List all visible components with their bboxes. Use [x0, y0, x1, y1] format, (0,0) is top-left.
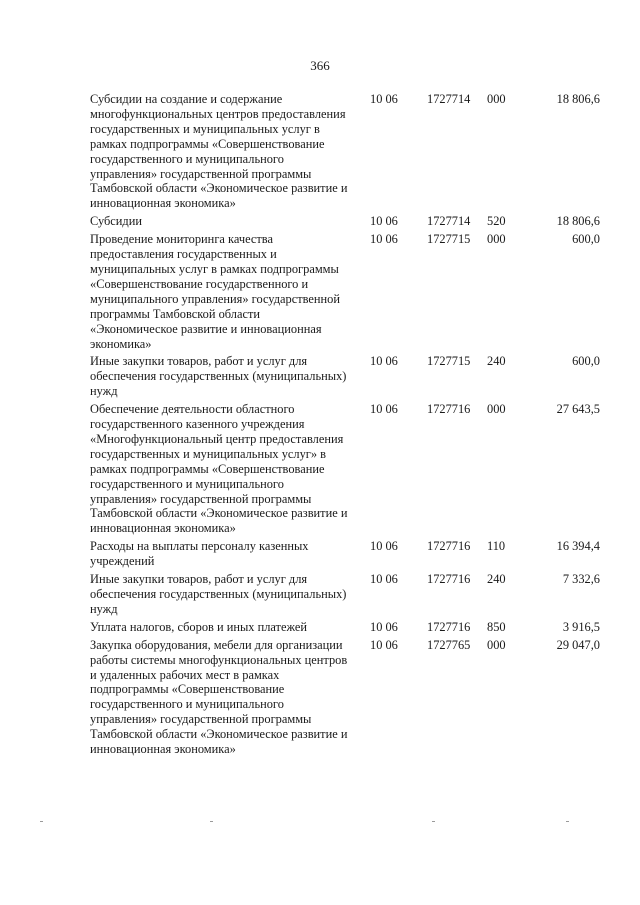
row-target-code: 1727715 — [427, 354, 471, 369]
row-section: 10 06 — [370, 637, 398, 652]
row-expense-type: 520 — [487, 214, 506, 229]
row-name: Расходы на выплаты персоналу казенных учреждений — [90, 539, 309, 569]
table-row — [90, 620, 600, 635]
row-section: 10 06 — [370, 354, 398, 369]
row-name: Уплата налогов, сборов и иных платежей — [90, 619, 308, 634]
scan-artifact — [210, 821, 213, 822]
row-target-code: 1727714 — [427, 92, 471, 106]
row-name: Проведение мониторинга качества предоставления государственных и муниципальных услуг в рамках подпрограммы «Совершенствование государственного и муниципального управления» государственной программы Тамбовской области «Экономическое развитие и инновационная экономика» — [90, 232, 340, 351]
table-row — [90, 92, 600, 211]
row-amount: 18 806,6 — [556, 214, 600, 229]
row-amount: 600,0 — [572, 232, 600, 247]
table-row — [90, 232, 600, 351]
row-target-code: 1727765 — [427, 637, 471, 652]
row-amount: 7 332,6 — [562, 572, 600, 587]
table-row — [90, 214, 600, 229]
row-expense-type: 000 — [487, 92, 506, 106]
row-target-code: 1727714 — [427, 214, 471, 229]
row-amount: 18 806,6 — [556, 92, 600, 106]
scan-artifact — [432, 821, 435, 822]
row-amount: 16 394,4 — [556, 539, 600, 554]
row-target-code: 1727715 — [427, 232, 471, 247]
row-name: Обеспечение деятельности областного государственного казенного учреждения «Многофункциональный центр предоставления государственных и муниципальных услуг» в рамках подпрограммы «Совершенствование государственного и муниципального управления» государственной программы Тамбовской области «Экономическое развитие и инновационная экономика» — [90, 402, 348, 536]
row-name: Субсидии — [90, 214, 142, 229]
row-section: 10 06 — [370, 619, 398, 634]
row-expense-type: 110 — [487, 539, 506, 554]
table-row — [90, 402, 600, 536]
table-row — [90, 354, 600, 399]
row-expense-type: 240 — [487, 354, 506, 369]
row-amount: 29 047,0 — [556, 637, 600, 652]
row-expense-type: 240 — [487, 572, 506, 587]
row-name: Субсидии на создание и содержание многофункциональных центров предоставления государственных и муниципальных услуг в рамках подпрограммы «Совершенствование государственного и муниципального управления» государственной программы Тамбовской области «Экономическое развитие и инновационная экономика» — [90, 92, 348, 211]
row-expense-type: 000 — [487, 232, 506, 247]
table-row — [90, 638, 600, 757]
page-number: 366 — [310, 58, 330, 73]
row-section: 10 06 — [370, 214, 398, 229]
row-expense-type: 000 — [487, 402, 506, 417]
row-amount: 27 643,5 — [556, 402, 600, 417]
row-expense-type: 850 — [487, 619, 506, 634]
row-section: 10 06 — [370, 539, 398, 554]
row-name: Иные закупки товаров, работ и услуг для обеспечения государственных (муниципальных) нужд — [90, 354, 347, 399]
row-section: 10 06 — [370, 232, 398, 247]
row-amount: 600,0 — [572, 354, 600, 369]
row-section: 10 06 — [370, 402, 398, 417]
table-row — [90, 572, 600, 617]
scan-artifact — [40, 821, 43, 822]
row-target-code: 1727716 — [427, 619, 471, 634]
row-name: Закупка оборудования, мебели для организации работы системы многофункциональных центров и удаленных рабочих мест в рамках подпрограммы «Совершенствование государственного и муниципального управления» государственной программы Тамбовской области «Экономическое развитие и инновационная экономика» — [90, 637, 348, 757]
row-target-code: 1727716 — [427, 402, 471, 417]
row-target-code: 1727716 — [427, 539, 471, 554]
row-amount: 3 916,5 — [562, 619, 600, 634]
row-name: Иные закупки товаров, работ и услуг для обеспечения государственных (муниципальных) нужд — [90, 572, 347, 616]
row-section: 10 06 — [370, 572, 398, 587]
budget-table — [90, 92, 600, 760]
row-expense-type: 000 — [487, 637, 506, 652]
row-target-code: 1727716 — [427, 572, 471, 587]
table-row — [90, 539, 600, 569]
row-section: 10 06 — [370, 92, 398, 106]
scan-artifact — [566, 821, 569, 822]
